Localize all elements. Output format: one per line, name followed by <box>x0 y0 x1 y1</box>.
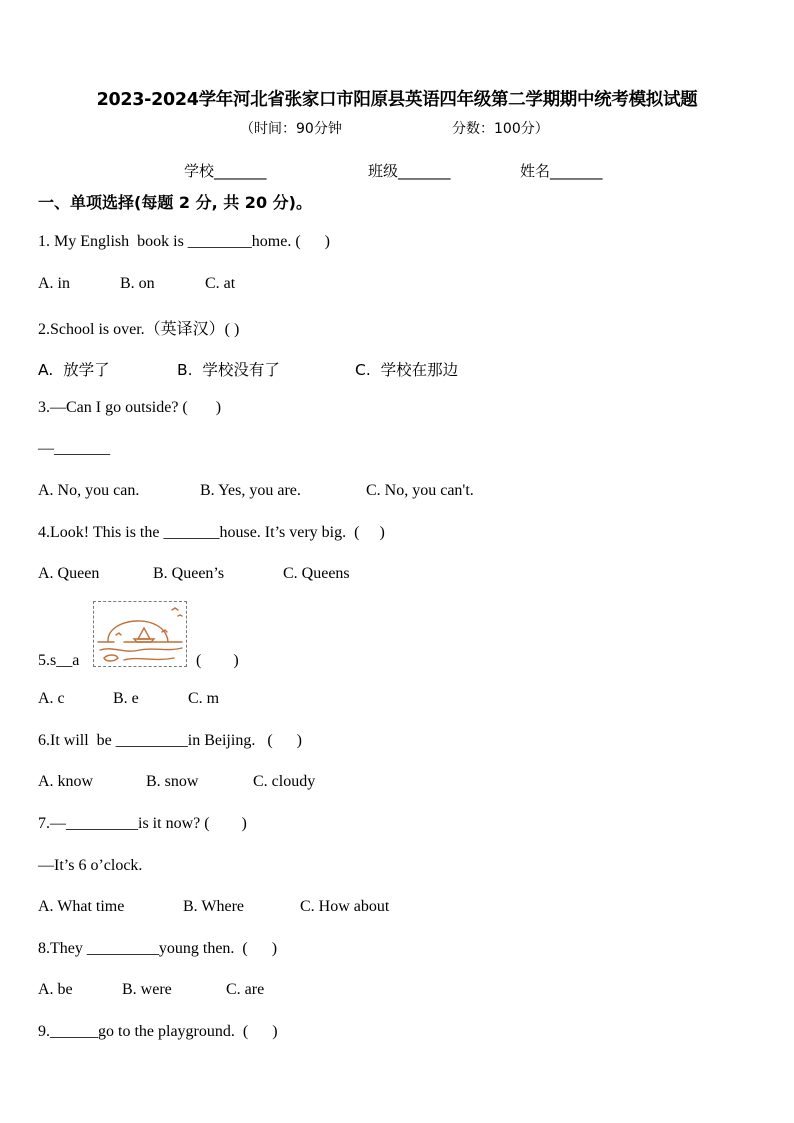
q4-option-a: A. Queen <box>38 565 100 582</box>
question-9: 9.______go to the playground. ( ) <box>38 1023 278 1040</box>
q3-option-b: B. Yes, you are. <box>200 482 301 499</box>
q2-option-c: C. 学校在那边 <box>355 361 459 379</box>
q2-option-b: B. 学校没有了 <box>177 361 280 379</box>
q8-option-c: C. are <box>226 981 265 998</box>
exam-time: （时间：90分钟 <box>240 121 342 137</box>
question-3-answer-line: —_______ <box>38 440 110 457</box>
q2-option-a: A. 放学了 <box>38 361 110 379</box>
sea-sunset-picture <box>93 601 187 667</box>
section-title: 一、单项选择(每题 2 分, 共 20 分)。 <box>38 193 312 212</box>
class-field: 班级_______ <box>368 162 451 180</box>
q8-option-b: B. were <box>122 981 172 998</box>
q3-option-a: A. No, you can. <box>38 482 140 499</box>
question-5-bracket: ( ) <box>196 652 239 669</box>
name-field: 姓名_______ <box>520 162 603 180</box>
q1-option-b: B. on <box>120 275 155 292</box>
q8-option-a: A. be <box>38 981 73 998</box>
question-8: 8.They _________young then. ( ) <box>38 940 278 957</box>
q7-option-c: C. How about <box>300 898 390 915</box>
question-6: 6.It will be _________in Beijing. ( ) <box>38 732 302 749</box>
q7-option-a: A. What time <box>38 898 125 915</box>
q4-option-c: C. Queens <box>283 565 350 582</box>
question-5-stem: 5.s__a <box>38 652 80 669</box>
q5-option-b: B. e <box>113 690 139 707</box>
q6-option-b: B. snow <box>146 773 199 790</box>
question-2: 2.School is over.（英译汉）( ) <box>38 321 240 338</box>
question-4: 4.Look! This is the _______house. It’s very big. ( ) <box>38 524 385 541</box>
sea-sunset-icon <box>94 602 186 666</box>
q6-option-a: A. know <box>38 773 94 790</box>
q5-option-c: C. m <box>188 690 220 707</box>
question-3: 3.—Can I go outside? ( ) <box>38 399 222 416</box>
exam-score: 分数：100分） <box>452 121 549 137</box>
q4-option-b: B. Queen’s <box>153 565 225 582</box>
q5-option-a: A. c <box>38 690 65 707</box>
question-7-answer: —It’s 6 o’clock. <box>38 857 143 874</box>
q7-option-b: B. Where <box>183 898 245 915</box>
school-field: 学校_______ <box>184 162 267 180</box>
question-7: 7.—_________is it now? ( ) <box>38 815 247 832</box>
question-1: 1. My English book is ________home. ( ) <box>38 233 330 250</box>
exam-title: 2023-2024学年河北省张家口市阳原县英语四年级第二学期期中统考模拟试题 <box>96 90 698 110</box>
q1-option-a: A. in <box>38 275 70 292</box>
q6-option-c: C. cloudy <box>253 773 316 790</box>
q3-option-c: C. No, you can't. <box>366 482 474 499</box>
q1-option-c: C. at <box>205 275 236 292</box>
